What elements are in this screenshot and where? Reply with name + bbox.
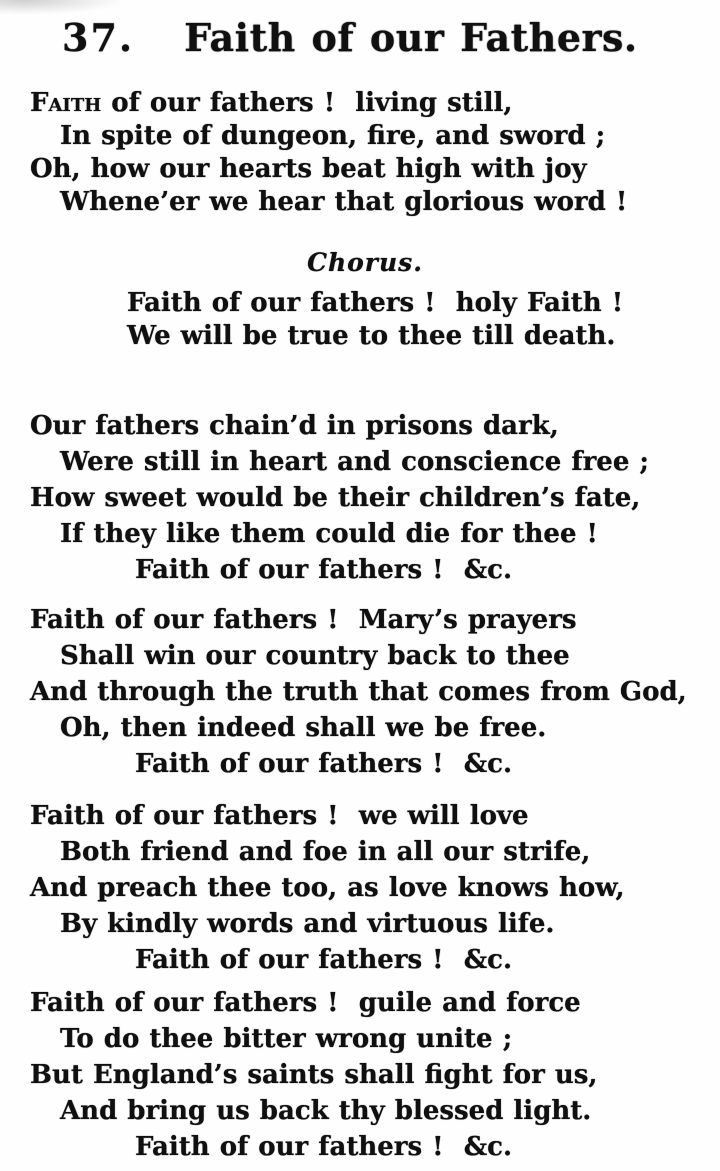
- hymn-title: Faith of our Fathers.: [184, 15, 638, 60]
- verse-line: Oh, how our hearts beat high with joy: [30, 154, 587, 184]
- refrain-line: Faith of our fathers ! &c.: [135, 945, 513, 975]
- refrain-line: Faith of our fathers ! &c.: [135, 749, 513, 779]
- verse-line: But England’s saints shall fight for us,: [30, 1060, 598, 1090]
- stanza-verse-2: [30, 408, 700, 588]
- verse-lines: [30, 798, 700, 978]
- verse-line: By kindly words and virtuous life.: [60, 909, 555, 939]
- verse-line: Were still in heart and conscience free ;: [60, 447, 650, 477]
- stanza-verse-1: [30, 87, 700, 219]
- verse-line: To do thee bitter wrong unite ;: [60, 1024, 513, 1054]
- verse-line: Faith of our fathers ! guile and force: [30, 988, 581, 1018]
- verse-line: Faith of our fathers ! Mary’s prayers: [30, 605, 577, 635]
- verse-line: Whene’er we hear that glorious word !: [60, 187, 628, 217]
- hymn-body: [30, 87, 700, 1165]
- hymn-header: [62, 16, 700, 60]
- smallcaps-lead-word: Faith: [30, 88, 102, 118]
- chorus-section: [30, 248, 700, 353]
- verse-line-text: of our fathers ! living still,: [101, 88, 513, 118]
- verse-lines: [30, 408, 700, 588]
- chorus-line: Faith of our fathers ! holy Faith !: [127, 288, 624, 318]
- verse-line: In spite of dungeon, fire, and sword ;: [60, 121, 606, 151]
- verse-line: And through the truth that comes from God,: [30, 677, 687, 707]
- hymn-number: 37.: [62, 15, 135, 60]
- verse-lines: [30, 602, 700, 782]
- stanza-verse-5: [30, 985, 700, 1165]
- verse-line: If they like them could die for thee !: [60, 519, 598, 549]
- verse-line: [30, 87, 700, 120]
- stanza-verse-3: [30, 602, 700, 782]
- chorus-heading: Chorus.: [307, 248, 423, 277]
- verse-line: Oh, then indeed shall we be free.: [60, 713, 547, 743]
- verse-lines: [30, 985, 700, 1165]
- verse-line: Shall win our country back to thee: [60, 641, 570, 671]
- verse-line: And bring us back thy blessed light.: [60, 1096, 592, 1126]
- refrain-line: Faith of our fathers ! &c.: [135, 555, 513, 585]
- verse-line: And preach thee too, as love knows how,: [30, 873, 625, 903]
- scan-smudge: [0, 0, 120, 14]
- refrain-line: Faith of our fathers ! &c.: [135, 1132, 513, 1162]
- verse-line: Faith of our fathers ! we will love: [30, 801, 529, 831]
- verse-line: Both friend and foe in all our strife,: [60, 837, 591, 867]
- stanza-verse-4: [30, 798, 700, 978]
- verse-line: Our fathers chain’d in prisons dark,: [30, 411, 559, 441]
- chorus-line: We will be true to thee till death.: [127, 321, 616, 351]
- verse-line: How sweet would be their children’s fate,: [30, 483, 641, 513]
- verse-lines: [30, 87, 700, 219]
- chorus-lines: [30, 287, 700, 353]
